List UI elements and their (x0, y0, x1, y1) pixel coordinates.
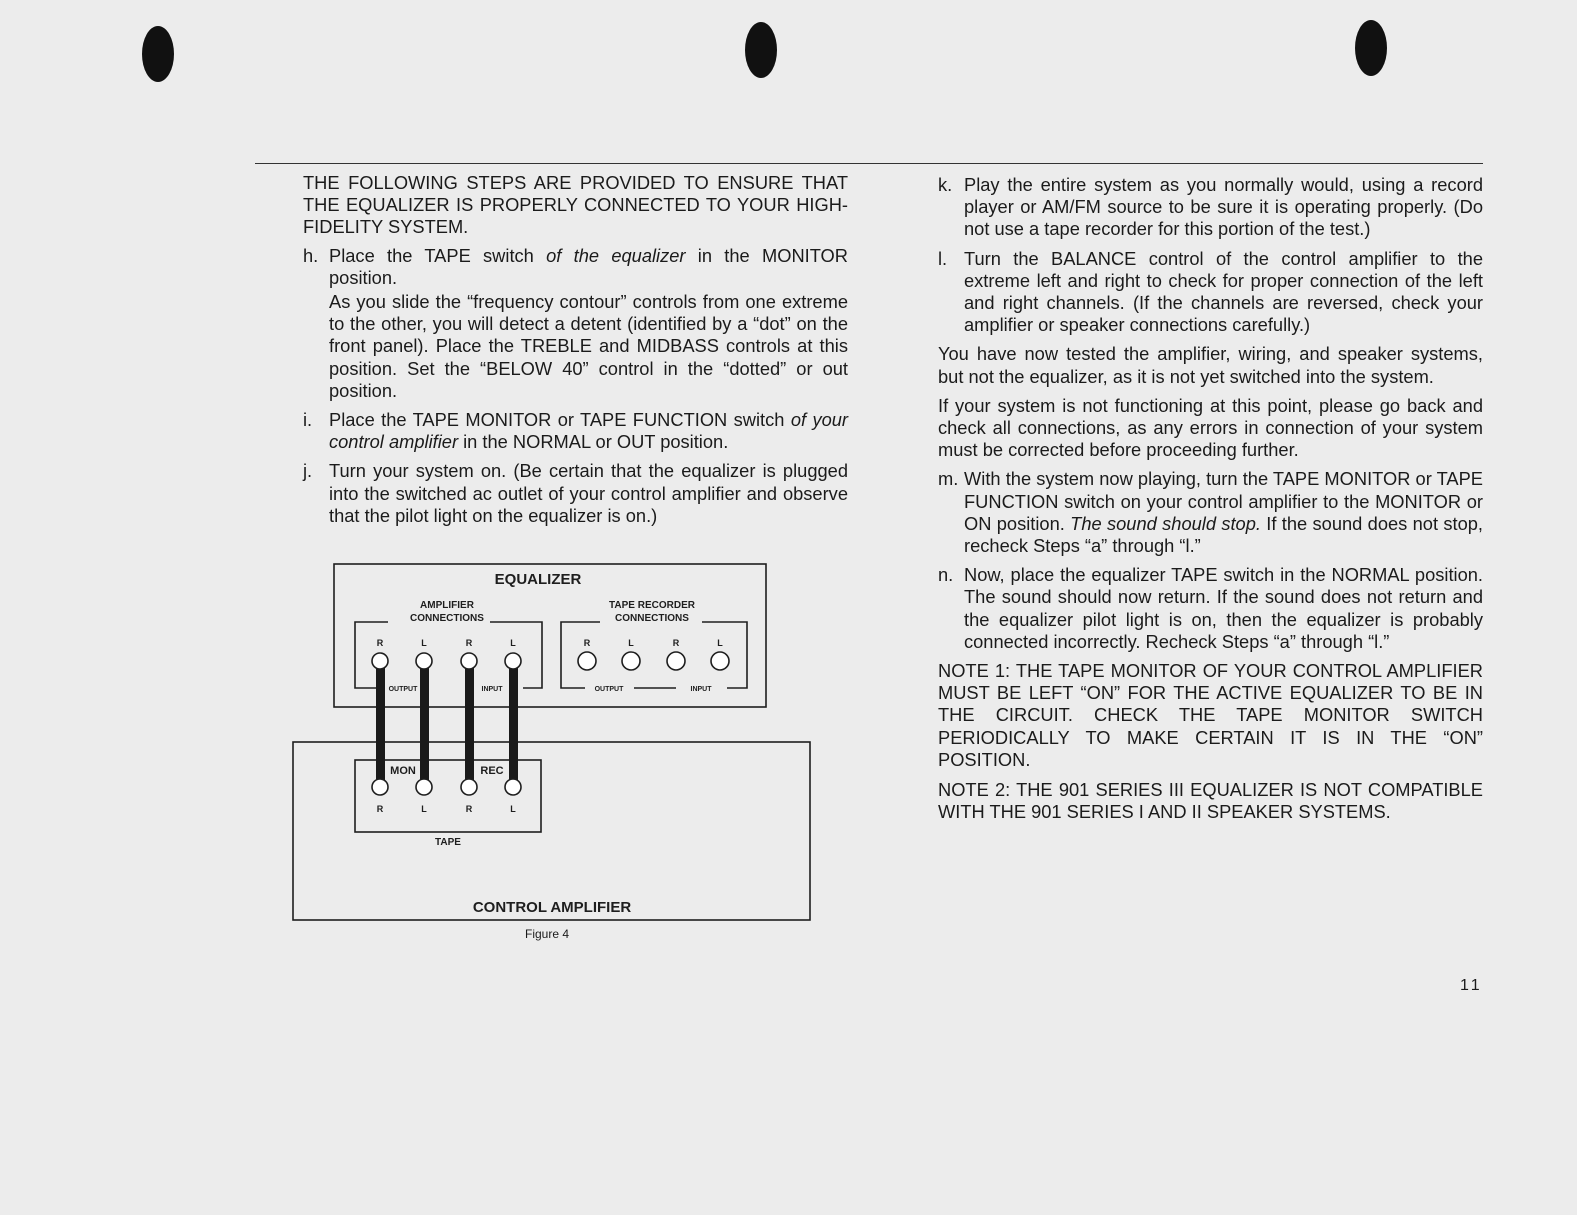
tape-output-label: OUTPUT (594, 686, 624, 693)
amp-output-l-jack (416, 653, 432, 669)
tape-r-label: R (672, 638, 680, 648)
mon-l-jack (416, 779, 432, 795)
page-number: 11 (1460, 977, 1483, 994)
cable-output-r (376, 668, 385, 780)
tape-input-r-jack (667, 652, 685, 670)
step-l (938, 248, 1483, 337)
control-amplifier-label: CONTROL AMPLIFIER (472, 899, 632, 916)
step-l-text: Turn the BALANCE control of the control amplifier to the extreme left and right to check for proper connection of the left and right channels. (If the channels are reversed, check your amplifier or speaker connections carefully.) (964, 247, 1483, 336)
amp-l-label: L (510, 638, 516, 648)
cable-input-r (465, 668, 474, 780)
step-i-marker: i. (303, 409, 313, 431)
amp-output-label: OUTPUT (388, 686, 418, 693)
right-column (938, 174, 1483, 831)
control-amplifier-box (293, 742, 810, 920)
paragraph-not-functioning: If your system is not functioning at this point, please go back and check all connections, as any errors in connection of your system must be corrected before proceeding further. (938, 394, 1483, 461)
mon-label: MON (390, 765, 416, 777)
rec-l-jack (505, 779, 521, 795)
amp-l-label: L (421, 638, 427, 648)
step-m-marker: m. (938, 468, 959, 490)
amp-connections-line1: AMPLIFIER (420, 600, 474, 611)
punch-hole-center (745, 22, 777, 78)
amp-input-r-jack (461, 653, 477, 669)
step-k-marker: k. (938, 174, 953, 195)
step-n (938, 564, 1483, 653)
amp-input-l-jack (505, 653, 521, 669)
rec-r-label: R (465, 804, 473, 814)
amp-r-label: R (376, 638, 384, 648)
step-i (303, 409, 848, 453)
punch-hole-left (142, 26, 174, 82)
step-i-text: Place the TAPE MONITOR or TAPE FUNCTION switch of your control amplifier in the NORMAL or OUT position. (329, 409, 849, 453)
step-n-marker: n. (938, 564, 954, 586)
figure-caption: Figure 4 (525, 927, 570, 941)
step-j (303, 460, 848, 527)
rec-l-label: L (510, 804, 516, 814)
tape-connections-line1: TAPE RECORDER (609, 600, 695, 611)
tape-l-label: L (717, 638, 723, 648)
tape-output-l-jack (622, 652, 640, 670)
punch-hole-right (1355, 20, 1387, 76)
step-k (938, 174, 1483, 241)
note-2: NOTE 2: THE 901 SERIES III EQUALIZER IS NOT COMPATIBLE WITH THE 901 SERIES I AND II SPEAKER SYSTEMS. (938, 779, 1483, 823)
amp-output-r-jack (372, 653, 388, 669)
step-h (303, 245, 848, 402)
step-m (938, 468, 1483, 557)
mon-r-label: R (376, 804, 384, 814)
step-m-text: With the system now playing, turn the TAPE MONITOR or TAPE FUNCTION switch on your control amplifier to the MONITOR or ON position. The sound should stop. If the sound does not stop, recheck Steps “a” through “l.” (964, 468, 1483, 557)
top-rule (255, 163, 1483, 164)
rec-label: REC (480, 765, 504, 777)
tape-l-label: L (628, 638, 634, 648)
cable-output-l (420, 668, 429, 780)
step-h-marker: h. (303, 244, 319, 266)
cable-input-l (509, 668, 518, 780)
tape-label: TAPE (435, 837, 461, 848)
note-1: NOTE 1: THE TAPE MONITOR OF YOUR CONTROL AMPLIFIER MUST BE LEFT “ON” FOR THE ACTIVE EQUALIZER TO BE IN THE CIRCUIT. CHECK THE TAPE MONITOR SWITCH PERIODICALLY TO MAKE CERTAIN IT IS IN THE “ON” POSITION. (938, 660, 1483, 770)
amp-connections-line2: CONNECTIONS (410, 613, 484, 624)
step-h-detail: As you slide the “frequency contour” controls from one extreme to the other, you will detect a detent (identified by a “dot” on the front panel). Place the TREBLE and MIDBASS controls at this position. Set the “BELOW 40” control in the “dotted” or out position. (329, 291, 848, 401)
paragraph-tested: You have now tested the amplifier, wiring, and speaker systems, but not the equalizer, as it is not yet switched into the system. (938, 343, 1483, 387)
figure-4-diagram (290, 560, 815, 925)
left-column (303, 172, 848, 534)
tape-input-label: INPUT (690, 686, 712, 693)
step-j-marker: j. (303, 460, 313, 482)
step-n-text: Now, place the equalizer TAPE switch in the NORMAL position. The sound should now return. If the sound does not return and the equalizer pilot light is on, then the equalizer is probably connected incorrectly. Recheck Steps “a” through “l.” (964, 564, 1483, 652)
mon-l-label: L (421, 804, 427, 814)
mon-r-jack (372, 779, 388, 795)
step-h-text: Place the TAPE switch of the equalizer in the MONITOR position. (329, 244, 848, 288)
amp-r-label: R (465, 638, 473, 648)
step-j-text: Turn your system on. (Be certain that the equalizer is plugged into the switched ac outlet of your control amplifier and observe that the pilot light on the equalizer is on.) (329, 460, 848, 526)
tape-r-label: R (583, 638, 591, 648)
tape-connections-line2: CONNECTIONS (615, 613, 689, 624)
equalizer-label: EQUALIZER (494, 571, 582, 588)
tape-output-r-jack (578, 652, 596, 670)
step-k-text: Play the entire system as you normally would, using a record player or AM/FM source to be sure it is operating properly. (Do not use a tape recorder for this portion of the test.) (964, 174, 1483, 240)
amp-input-label: INPUT (481, 686, 503, 693)
rec-r-jack (461, 779, 477, 795)
step-l-marker: l. (938, 247, 948, 269)
intro-paragraph: THE FOLLOWING STEPS ARE PROVIDED TO ENSURE THAT THE EQUALIZER IS PROPERLY CONNECTED TO YOUR HIGH-FIDELITY SYSTEM. (303, 172, 848, 238)
tape-input-l-jack (711, 652, 729, 670)
